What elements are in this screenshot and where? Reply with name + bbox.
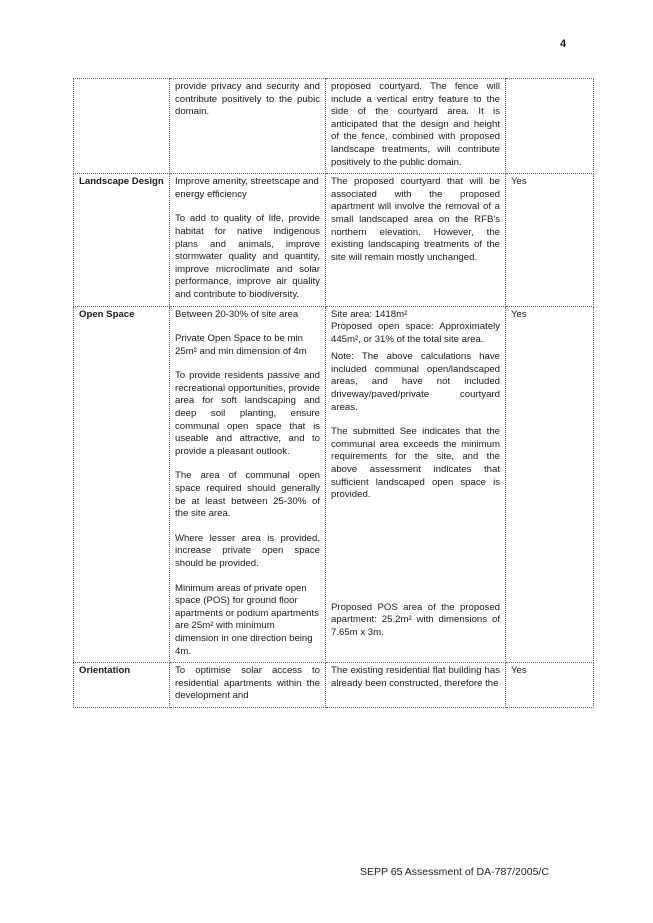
- assessment-text: The proposed courtyard that will be associated with the proposed apartment will involve the removal of a small landscaped area on the RFB's northern elevation. However, the existing landscaping treatments of the site will remain mostly unchanged.: [331, 176, 500, 263]
- assessment-cell: [326, 79, 506, 174]
- row-label-landscape-design: Landscape Design: [74, 174, 170, 306]
- control-cell: [74, 79, 170, 174]
- requirement-text: provide privacy and security and contribute positively to the pubic domain.: [175, 81, 320, 118]
- requirement-text: The area of communal open space required should generally be at least between 25-30% of the site area.: [175, 470, 320, 520]
- requirement-cell: [170, 306, 326, 663]
- requirement-text: Private Open Space to be min 25m² and min dimension of 4m: [175, 333, 307, 357]
- requirement-cell: [170, 663, 326, 708]
- table-row: [74, 79, 594, 174]
- table-row: [74, 174, 594, 306]
- assessment-text: Proposed open space: Approximately 445m², or 31% of the total site area.: [331, 321, 500, 345]
- assessment-cell: [326, 663, 506, 708]
- requirement-cell: [170, 79, 326, 174]
- requirement-text: Between 20-30% of site area: [175, 308, 299, 320]
- assessment-cell: [326, 174, 506, 306]
- table-row: [74, 306, 594, 663]
- footer-document-reference: SEPP 65 Assessment of DA-787/2005/C: [360, 866, 549, 878]
- requirement-text: To provide residents passive and recreational opportunities, provide area for soft landscaping and deep soil planting, ensure communal open space that is useable and attractive, and to provide a pleasant outlook.: [175, 370, 320, 457]
- requirement-text: To optimise solar access to residential apartments within the development and: [175, 665, 320, 702]
- requirement-text: Improve amenity, streetscape and energy efficiency: [175, 176, 319, 200]
- page-number: 4: [560, 38, 567, 50]
- assessment-text: The existing residential flat building has already been constructed, therefore the: [331, 665, 500, 689]
- assessment-text: The submitted See indicates that the communal area exceeds the minimum requirements for the site, and the above assessment indicates that sufficient landscaped open space is provided.: [331, 426, 500, 501]
- table-row: [74, 663, 594, 708]
- compliance-cell: Yes: [506, 174, 594, 306]
- requirement-text: Where lesser area is provided, increase private open space should be provided.: [175, 532, 320, 569]
- requirement-text: To add to quality of life, provide habitat for native indigenous plans and animals, improve stormwater quality and quantity, improve microclimate and solar performance, improve air quality and contribute to biodiversity.: [175, 213, 320, 300]
- assessment-text: Proposed POS area of the proposed apartment: 25.2m² with dimensions of 7.65m x 3m.: [331, 601, 500, 638]
- compliance-cell: Yes: [506, 306, 594, 663]
- compliance-cell: [506, 79, 594, 174]
- assessment-text: proposed courtyard. The fence will include a vertical entry feature to the side of the courtyard area. It is anticipated that the design and height of the fence, combined with proposed landscape treatments, will contribute positively to the public domain.: [331, 81, 500, 168]
- assessment-text: Site area: 1418m²: [331, 308, 408, 320]
- row-label-open-space: Open Space: [74, 306, 170, 663]
- assessment-text: Note: The above calculations have included communal open/landscaped areas, and have not included driveway/paved/private courtyard areas.: [331, 351, 500, 413]
- requirement-cell: [170, 174, 326, 306]
- compliance-cell: Yes: [506, 663, 594, 708]
- row-label-orientation: Orientation: [74, 663, 170, 708]
- requirement-text: Minimum areas of private open space (POS) for ground floor apartments or podium apartments are 25m² with minimum dimension in one direction being 4m.: [175, 582, 319, 657]
- assessment-cell: [326, 306, 506, 663]
- assessment-table: [73, 78, 594, 708]
